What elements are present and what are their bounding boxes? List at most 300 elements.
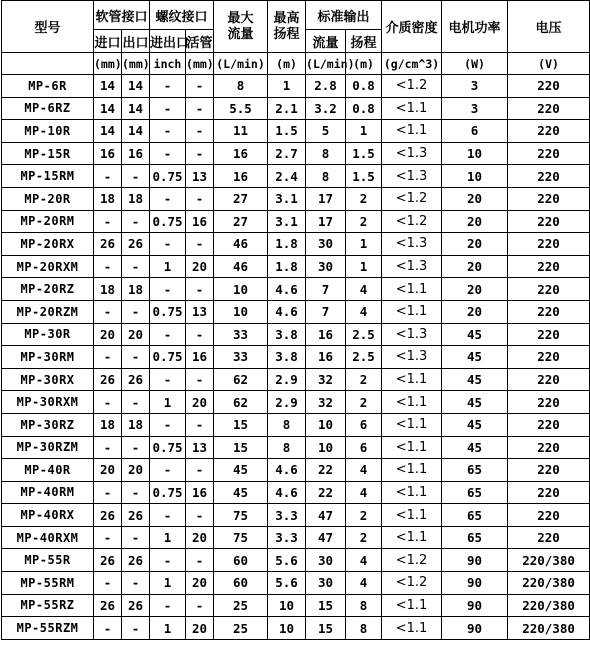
- model-cell: MP-55R: [2, 549, 94, 572]
- value-cell: -: [122, 255, 150, 278]
- value-cell: -: [94, 436, 122, 459]
- model-cell: MP-20RXM: [2, 255, 94, 278]
- value-cell: 45: [442, 368, 508, 391]
- value-cell: 10: [214, 278, 268, 301]
- value-cell: 90: [442, 594, 508, 617]
- value-cell: 17: [306, 210, 346, 233]
- value-cell: 220: [508, 526, 590, 549]
- value-cell: 90: [442, 572, 508, 595]
- value-cell: 45: [442, 413, 508, 436]
- value-cell: 33: [214, 323, 268, 346]
- value-cell: 16: [94, 142, 122, 165]
- value-cell: 18: [94, 278, 122, 301]
- value-cell: 18: [94, 187, 122, 210]
- value-cell: 20: [186, 617, 214, 640]
- value-cell: <1.1: [382, 97, 442, 120]
- value-cell: 1: [346, 120, 382, 143]
- value-cell: -: [186, 233, 214, 256]
- value-cell: 27: [214, 187, 268, 210]
- value-cell: 26: [122, 368, 150, 391]
- table-row: [2, 300, 590, 323]
- value-cell: 20: [442, 255, 508, 278]
- value-cell: 220: [508, 346, 590, 369]
- value-cell: 220/380: [508, 572, 590, 595]
- value-cell: <1.1: [382, 459, 442, 482]
- value-cell: 45: [214, 481, 268, 504]
- value-cell: 16: [214, 165, 268, 188]
- value-cell: -: [150, 459, 186, 482]
- value-cell: 30: [306, 549, 346, 572]
- value-cell: 4.6: [268, 459, 306, 482]
- value-cell: -: [150, 120, 186, 143]
- value-cell: 10: [214, 300, 268, 323]
- value-cell: 4: [346, 459, 382, 482]
- value-cell: 5.5: [214, 97, 268, 120]
- value-cell: 14: [122, 75, 150, 98]
- value-cell: -: [150, 504, 186, 527]
- header-model: 型号: [2, 1, 94, 53]
- value-cell: 2: [346, 368, 382, 391]
- unit-blank: [2, 53, 94, 75]
- value-cell: -: [186, 120, 214, 143]
- value-cell: 13: [186, 436, 214, 459]
- header-max-flow: 最大流量: [214, 1, 268, 53]
- model-cell: MP-20RZ: [2, 278, 94, 301]
- table-row: [2, 413, 590, 436]
- value-cell: 26: [122, 594, 150, 617]
- value-cell: 26: [94, 549, 122, 572]
- value-cell: 20: [94, 323, 122, 346]
- value-cell: 14: [122, 97, 150, 120]
- value-cell: -: [150, 233, 186, 256]
- value-cell: 22: [306, 481, 346, 504]
- value-cell: 1.5: [268, 120, 306, 143]
- model-cell: MP-30RM: [2, 346, 94, 369]
- model-cell: MP-20RZM: [2, 300, 94, 323]
- value-cell: -: [122, 300, 150, 323]
- model-cell: MP-15R: [2, 142, 94, 165]
- value-cell: -: [94, 481, 122, 504]
- value-cell: 20: [442, 278, 508, 301]
- value-cell: 14: [94, 120, 122, 143]
- value-cell: 90: [442, 617, 508, 640]
- unit-cell: (mm): [94, 53, 122, 75]
- value-cell: 18: [122, 187, 150, 210]
- value-cell: -: [150, 142, 186, 165]
- value-cell: 4.6: [268, 278, 306, 301]
- value-cell: 65: [442, 504, 508, 527]
- value-cell: 62: [214, 391, 268, 414]
- value-cell: 16: [186, 346, 214, 369]
- value-cell: 14: [122, 120, 150, 143]
- value-cell: 220: [508, 210, 590, 233]
- value-cell: 10: [268, 617, 306, 640]
- value-cell: 220: [508, 233, 590, 256]
- value-cell: 1: [150, 255, 186, 278]
- value-cell: <1.1: [382, 436, 442, 459]
- value-cell: -: [122, 617, 150, 640]
- value-cell: 1: [150, 391, 186, 414]
- value-cell: 1: [346, 255, 382, 278]
- value-cell: 0.8: [346, 97, 382, 120]
- value-cell: -: [150, 323, 186, 346]
- value-cell: -: [150, 594, 186, 617]
- value-cell: 2.9: [268, 368, 306, 391]
- model-cell: MP-6R: [2, 75, 94, 98]
- value-cell: 8: [306, 142, 346, 165]
- value-cell: -: [186, 75, 214, 98]
- table-row: [2, 187, 590, 210]
- value-cell: <1.3: [382, 142, 442, 165]
- value-cell: 220: [508, 75, 590, 98]
- value-cell: -: [186, 504, 214, 527]
- value-cell: 7: [306, 300, 346, 323]
- value-cell: 17: [306, 187, 346, 210]
- table-row: [2, 165, 590, 188]
- model-cell: MP-20RX: [2, 233, 94, 256]
- value-cell: 220: [508, 504, 590, 527]
- value-cell: -: [94, 617, 122, 640]
- value-cell: 75: [214, 526, 268, 549]
- model-cell: MP-55RZ: [2, 594, 94, 617]
- value-cell: 45: [442, 323, 508, 346]
- value-cell: 2: [346, 187, 382, 210]
- value-cell: <1.3: [382, 165, 442, 188]
- value-cell: 20: [186, 391, 214, 414]
- value-cell: 60: [214, 549, 268, 572]
- value-cell: 220: [508, 255, 590, 278]
- value-cell: 2.7: [268, 142, 306, 165]
- value-cell: 8: [306, 165, 346, 188]
- unit-cell: (m): [268, 53, 306, 75]
- value-cell: 22: [306, 459, 346, 482]
- value-cell: <1.1: [382, 300, 442, 323]
- value-cell: -: [186, 594, 214, 617]
- value-cell: 8: [346, 617, 382, 640]
- value-cell: -: [186, 413, 214, 436]
- value-cell: 3.3: [268, 526, 306, 549]
- model-cell: MP-40R: [2, 459, 94, 482]
- table-row: [2, 459, 590, 482]
- pump-spec-table: [1, 0, 590, 640]
- value-cell: 20: [186, 526, 214, 549]
- value-cell: -: [150, 97, 186, 120]
- value-cell: -: [122, 436, 150, 459]
- value-cell: 47: [306, 504, 346, 527]
- value-cell: 26: [94, 504, 122, 527]
- model-cell: MP-20R: [2, 187, 94, 210]
- value-cell: 30: [306, 572, 346, 595]
- value-cell: 0.75: [150, 481, 186, 504]
- value-cell: -: [94, 346, 122, 369]
- value-cell: 18: [122, 413, 150, 436]
- unit-cell: (g/cm^3): [382, 53, 442, 75]
- value-cell: 220/380: [508, 594, 590, 617]
- value-cell: 75: [214, 504, 268, 527]
- value-cell: 45: [214, 459, 268, 482]
- value-cell: 4: [346, 549, 382, 572]
- value-cell: -: [150, 413, 186, 436]
- value-cell: 11: [214, 120, 268, 143]
- table-row: [2, 323, 590, 346]
- value-cell: -: [122, 391, 150, 414]
- model-cell: MP-6RZ: [2, 97, 94, 120]
- value-cell: 26: [122, 504, 150, 527]
- value-cell: 3.8: [268, 323, 306, 346]
- value-cell: 5.6: [268, 572, 306, 595]
- value-cell: 2: [346, 504, 382, 527]
- value-cell: 220: [508, 142, 590, 165]
- table-row: [2, 526, 590, 549]
- value-cell: 26: [122, 233, 150, 256]
- value-cell: -: [186, 549, 214, 572]
- table-row: [2, 617, 590, 640]
- value-cell: 26: [94, 594, 122, 617]
- value-cell: -: [122, 481, 150, 504]
- header-density: 介质密度: [382, 1, 442, 53]
- value-cell: 1.5: [346, 165, 382, 188]
- value-cell: -: [150, 75, 186, 98]
- value-cell: <1.1: [382, 504, 442, 527]
- value-cell: 46: [214, 233, 268, 256]
- value-cell: <1.2: [382, 549, 442, 572]
- value-cell: 2: [346, 210, 382, 233]
- model-cell: MP-40RX: [2, 504, 94, 527]
- value-cell: 20: [122, 459, 150, 482]
- value-cell: 16: [122, 142, 150, 165]
- value-cell: 220/380: [508, 549, 590, 572]
- value-cell: 10: [442, 165, 508, 188]
- value-cell: 2.5: [346, 323, 382, 346]
- value-cell: 7: [306, 278, 346, 301]
- value-cell: -: [186, 323, 214, 346]
- value-cell: 3.1: [268, 210, 306, 233]
- value-cell: -: [94, 255, 122, 278]
- value-cell: 8: [346, 594, 382, 617]
- header-hose-outlet: 出口: [122, 30, 150, 53]
- value-cell: 16: [306, 346, 346, 369]
- value-cell: 16: [214, 142, 268, 165]
- value-cell: 220: [508, 97, 590, 120]
- value-cell: <1.3: [382, 346, 442, 369]
- value-cell: 45: [442, 436, 508, 459]
- model-cell: MP-55RZM: [2, 617, 94, 640]
- value-cell: 1.5: [346, 142, 382, 165]
- header-hose-interface: 软管接口: [94, 1, 150, 30]
- value-cell: 14: [94, 97, 122, 120]
- value-cell: 220/380: [508, 617, 590, 640]
- value-cell: -: [150, 187, 186, 210]
- value-cell: 26: [122, 549, 150, 572]
- value-cell: 2.5: [346, 346, 382, 369]
- value-cell: 13: [186, 300, 214, 323]
- value-cell: 0.8: [346, 75, 382, 98]
- value-cell: 18: [94, 413, 122, 436]
- value-cell: 47: [306, 526, 346, 549]
- table-row: [2, 75, 590, 98]
- value-cell: 26: [94, 233, 122, 256]
- value-cell: 20: [186, 255, 214, 278]
- value-cell: 3.1: [268, 187, 306, 210]
- model-cell: MP-30RX: [2, 368, 94, 391]
- value-cell: 15: [306, 617, 346, 640]
- value-cell: -: [186, 459, 214, 482]
- value-cell: <1.3: [382, 323, 442, 346]
- table-row: [2, 391, 590, 414]
- value-cell: 45: [442, 391, 508, 414]
- value-cell: 15: [214, 436, 268, 459]
- value-cell: 10: [268, 594, 306, 617]
- value-cell: 60: [214, 572, 268, 595]
- value-cell: 2: [346, 391, 382, 414]
- value-cell: 6: [442, 120, 508, 143]
- unit-cell: (m): [346, 53, 382, 75]
- value-cell: 1.8: [268, 255, 306, 278]
- value-cell: -: [122, 210, 150, 233]
- value-cell: -: [122, 526, 150, 549]
- value-cell: 3.2: [306, 97, 346, 120]
- value-cell: -: [150, 278, 186, 301]
- value-cell: 46: [214, 255, 268, 278]
- value-cell: <1.1: [382, 617, 442, 640]
- value-cell: -: [150, 549, 186, 572]
- table-row: [2, 278, 590, 301]
- table-row: [2, 210, 590, 233]
- value-cell: 4.6: [268, 481, 306, 504]
- value-cell: 0.75: [150, 436, 186, 459]
- value-cell: 8: [214, 75, 268, 98]
- header-std-flow: 流量: [306, 30, 346, 53]
- value-cell: 220: [508, 481, 590, 504]
- value-cell: 26: [94, 368, 122, 391]
- value-cell: 3.3: [268, 504, 306, 527]
- value-cell: 220: [508, 323, 590, 346]
- value-cell: 20: [442, 233, 508, 256]
- value-cell: <1.2: [382, 572, 442, 595]
- value-cell: 30: [306, 255, 346, 278]
- value-cell: 6: [346, 436, 382, 459]
- value-cell: 25: [214, 617, 268, 640]
- table-row: [2, 504, 590, 527]
- value-cell: 20: [186, 572, 214, 595]
- value-cell: -: [150, 368, 186, 391]
- value-cell: 220: [508, 165, 590, 188]
- value-cell: 62: [214, 368, 268, 391]
- value-cell: 16: [306, 323, 346, 346]
- value-cell: 1: [150, 572, 186, 595]
- value-cell: 20: [442, 300, 508, 323]
- value-cell: 220: [508, 391, 590, 414]
- value-cell: 14: [94, 75, 122, 98]
- value-cell: <1.2: [382, 187, 442, 210]
- model-cell: MP-30RZ: [2, 413, 94, 436]
- value-cell: 220: [508, 413, 590, 436]
- value-cell: <1.1: [382, 120, 442, 143]
- value-cell: 16: [186, 481, 214, 504]
- value-cell: -: [186, 368, 214, 391]
- value-cell: 65: [442, 526, 508, 549]
- table-row: [2, 481, 590, 504]
- value-cell: <1.1: [382, 368, 442, 391]
- value-cell: 90: [442, 549, 508, 572]
- value-cell: 4: [346, 300, 382, 323]
- value-cell: 10: [306, 413, 346, 436]
- value-cell: 65: [442, 481, 508, 504]
- model-cell: MP-30RXM: [2, 391, 94, 414]
- header-thread-inout: 进出口: [150, 30, 186, 53]
- table-row: [2, 594, 590, 617]
- table-row: [2, 436, 590, 459]
- value-cell: -: [94, 572, 122, 595]
- value-cell: <1.1: [382, 481, 442, 504]
- value-cell: 4: [346, 278, 382, 301]
- table-row: [2, 97, 590, 120]
- unit-cell: (L/min): [214, 53, 268, 75]
- value-cell: 3: [442, 97, 508, 120]
- unit-cell: (W): [442, 53, 508, 75]
- value-cell: -: [94, 300, 122, 323]
- value-cell: 8: [268, 413, 306, 436]
- value-cell: 5: [306, 120, 346, 143]
- header-standard-output: 标准输出: [306, 1, 382, 30]
- table-row: [2, 142, 590, 165]
- value-cell: 4: [346, 572, 382, 595]
- value-cell: <1.3: [382, 255, 442, 278]
- value-cell: -: [122, 346, 150, 369]
- value-cell: 45: [442, 346, 508, 369]
- value-cell: 220: [508, 436, 590, 459]
- value-cell: 6: [346, 413, 382, 436]
- value-cell: 220: [508, 120, 590, 143]
- value-cell: 2.9: [268, 391, 306, 414]
- value-cell: 4.6: [268, 300, 306, 323]
- value-cell: 220: [508, 187, 590, 210]
- header-thread-union: 活管: [186, 30, 214, 53]
- value-cell: -: [122, 572, 150, 595]
- value-cell: 3: [442, 75, 508, 98]
- value-cell: 0.75: [150, 210, 186, 233]
- header-hose-inlet: 进口: [94, 30, 122, 53]
- value-cell: 1.8: [268, 233, 306, 256]
- model-cell: MP-20RM: [2, 210, 94, 233]
- table-row: [2, 233, 590, 256]
- value-cell: 15: [306, 594, 346, 617]
- value-cell: 220: [508, 459, 590, 482]
- model-cell: MP-40RXM: [2, 526, 94, 549]
- table-row: [2, 549, 590, 572]
- value-cell: 13: [186, 165, 214, 188]
- unit-cell: (L/min): [306, 53, 346, 75]
- value-cell: 220: [508, 368, 590, 391]
- value-cell: 32: [306, 391, 346, 414]
- value-cell: -: [94, 210, 122, 233]
- model-cell: MP-30R: [2, 323, 94, 346]
- value-cell: 33: [214, 346, 268, 369]
- value-cell: 27: [214, 210, 268, 233]
- value-cell: 18: [122, 278, 150, 301]
- value-cell: 20: [442, 187, 508, 210]
- value-cell: 15: [214, 413, 268, 436]
- value-cell: 4: [346, 481, 382, 504]
- value-cell: -: [94, 391, 122, 414]
- model-cell: MP-55RM: [2, 572, 94, 595]
- value-cell: 220: [508, 300, 590, 323]
- value-cell: <1.1: [382, 526, 442, 549]
- value-cell: <1.1: [382, 594, 442, 617]
- table-row: [2, 255, 590, 278]
- value-cell: 20: [442, 210, 508, 233]
- value-cell: 1: [150, 526, 186, 549]
